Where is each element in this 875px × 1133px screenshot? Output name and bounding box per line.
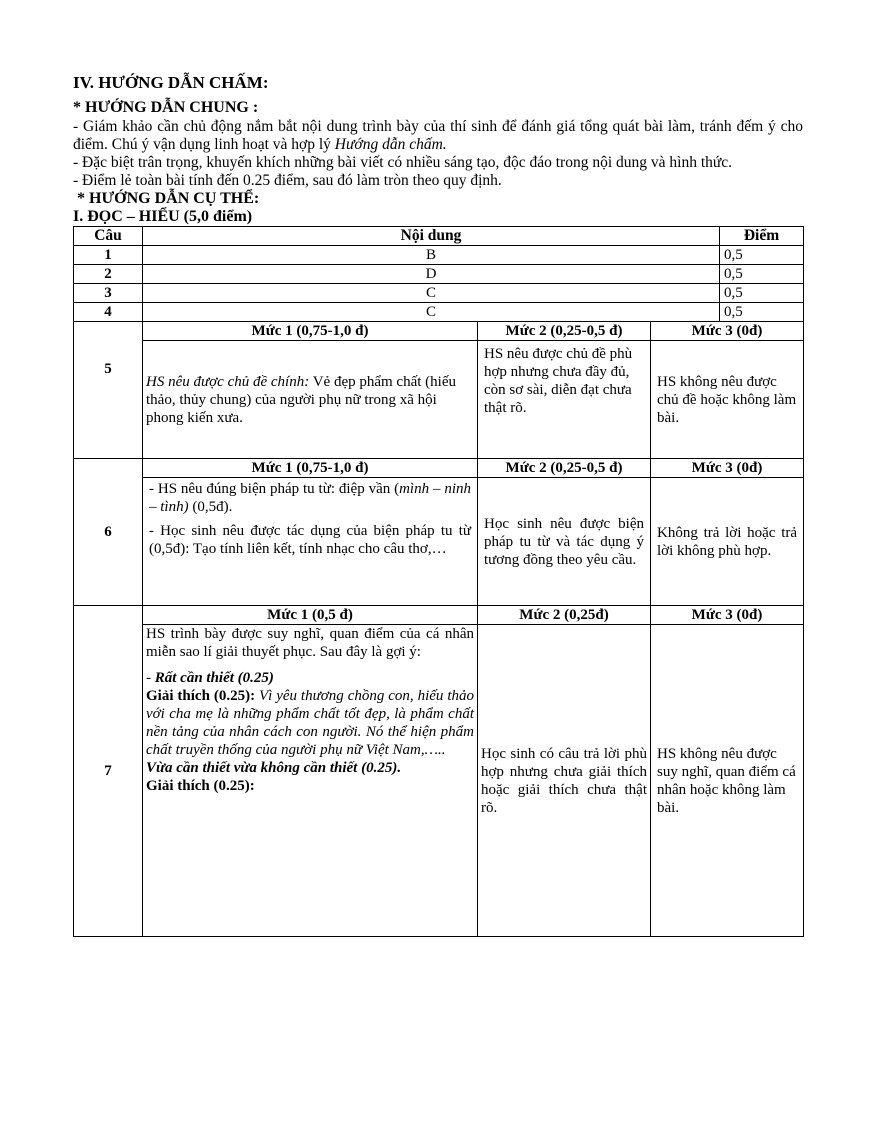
q6-c1-point-1: [149, 480, 471, 516]
q6-cau: 6: [74, 459, 143, 606]
table-row: [74, 303, 804, 322]
row-cau: 3: [74, 284, 143, 303]
row-diem: 0,5: [720, 303, 804, 322]
q6-level-3-content: Không trả lời hoặc trả lời không phù hợp.: [651, 478, 804, 606]
row-cau: 2: [74, 265, 143, 284]
q6-c1-p1-score: (0,5đ).: [188, 499, 233, 515]
row-cau: 1: [74, 246, 143, 265]
q5-level-1: Mức 1 (0,75-1,0 đ): [143, 322, 478, 341]
q6-content-row: [74, 478, 804, 606]
specific-heading: * HƯỚNG DẪN CỤ THỂ:: [73, 190, 260, 207]
q5-content-row: [74, 341, 804, 459]
q7-cau: 7: [74, 606, 143, 937]
general-heading: * HƯỚNG DẪN CHUNG :: [73, 99, 259, 116]
header-cau: Câu: [74, 227, 143, 246]
q7-c1-explanation-label: Giải thích (0.25):: [146, 688, 256, 704]
row-noidung: C: [143, 303, 720, 322]
header-diem: Điểm: [720, 227, 804, 246]
q5-level-3-content: HS không nêu được chủ đề hoặc không làm bài.: [651, 341, 804, 459]
document-page: [73, 72, 803, 937]
table-row: [74, 265, 804, 284]
q6-c1-p1-text: - HS nêu đúng biện pháp tu từ: điệp vần (: [149, 481, 400, 497]
table-row: [74, 284, 804, 303]
q6-c1-point-2: - Học sinh nêu được tác dụng của biện pháp tu từ (0,5đ): Tạo tính liên kết, tính nhạc cho câu thơ,…: [149, 523, 471, 557]
q7-c1-option-2: Vừa cần thiết vừa không cần thiết (0.25).: [146, 760, 402, 776]
q5-c1-text: Vẻ đẹp phẩm chất (hiếu thảo, thủy chung) của người phụ nữ trong xã hội phong kiến xưa.: [146, 373, 456, 426]
grading-table: [73, 226, 804, 937]
table-header-row: [74, 227, 804, 246]
q7-c1-option-1-text: Rất cần thiết (0.25): [154, 670, 274, 686]
q7-level-2-content: Học sinh có câu trả lời phù hợp nhưng chưa giải thích hoặc giải thích chưa thật rõ.: [478, 625, 651, 937]
q5-cau: 5: [74, 322, 143, 459]
general-p1-italic: Hướng dẫn chấm.: [334, 136, 447, 153]
row-noidung: D: [143, 265, 720, 284]
general-paragraph-1: [73, 118, 803, 154]
q7-c1-explanation-text: Vì yêu thương chồng con, hiếu thảo với cha mẹ là những phẩm chất tốt đẹp, là phẩm chất nền tảng của nhân cách con người. Nó thể hiện phẩm chất truyền thống của người phụ nữ Việt Nam,…..: [146, 688, 474, 758]
q7-c1-explanation-2: Giải thích (0.25):: [146, 778, 255, 794]
row-noidung: B: [143, 246, 720, 265]
q7-c1-option-1: [146, 669, 474, 687]
q5-level-1-content: [143, 341, 478, 459]
q6-level-2: Mức 2 (0,25-0,5 đ): [478, 459, 651, 478]
q6-level-2-content: Học sinh nêu được biện pháp tu từ và tác dụng ý tương đồng theo yêu cầu.: [478, 478, 651, 606]
row-diem: 0,5: [720, 284, 804, 303]
q7-level-header-row: [74, 606, 804, 625]
q7-c1-explanation-1: [146, 687, 474, 759]
header-noidung: Nội dung: [143, 227, 720, 246]
q7-level-1: Mức 1 (0,5 đ): [143, 606, 478, 625]
q7-level-1-content: [143, 625, 478, 937]
q7-content-row: [74, 625, 804, 937]
q7-c1-intro: HS trình bày được suy nghĩ, quan điểm của cá nhân miễn sao lí giải thuyết phục. Sau đây là gợi ý:: [146, 626, 474, 660]
q6-c1-p1-italic: mình – ninh – tình): [149, 481, 471, 515]
general-paragraph-2: - Đặc biệt trân trọng, khuyến khích những bài viết có nhiều sáng tạo, độc đáo trong nội dung và hình thức.: [73, 154, 733, 171]
row-diem: 0,5: [720, 246, 804, 265]
q6-level-1-content: [143, 478, 478, 606]
row-diem: 0,5: [720, 265, 804, 284]
q6-level-1: Mức 1 (0,75-1,0 đ): [143, 459, 478, 478]
q5-level-header-row: [74, 322, 804, 341]
q6-level-header-row: [74, 459, 804, 478]
q7-level-3-content: HS không nêu được suy nghĩ, quan điểm cá nhân hoặc không làm bài.: [651, 625, 804, 937]
q5-level-2-content: HS nêu được chủ đề phù hợp nhưng chưa đầy đủ, còn sơ sài, diễn đạt chưa thật rõ.: [478, 341, 651, 459]
q6-level-3: Mức 3 (0đ): [651, 459, 804, 478]
q5-level-2: Mức 2 (0,25-0,5 đ): [478, 322, 651, 341]
q5-c1-italic: HS nêu được chủ đề chính:: [146, 373, 310, 390]
general-paragraph-3: - Điểm lẻ toàn bài tính đến 0.25 điểm, sau đó làm tròn theo quy định.: [73, 172, 502, 189]
section-title: IV. HƯỚNG DẪN CHẤM:: [73, 73, 269, 92]
general-p1-text: - Giám khảo cần chủ động nắm bắt nội dung trình bày của thí sinh để đánh giá tổng quát bài làm, tránh đếm ý cho điểm. Chú ý vận dụng linh hoạt và hợp lý: [73, 118, 803, 153]
part-title: I. ĐỌC – HIỂU (5,0 điểm): [73, 208, 253, 225]
row-noidung: C: [143, 284, 720, 303]
q7-c1-dash: -: [146, 670, 155, 686]
q7-level-2: Mức 2 (0,25đ): [478, 606, 651, 625]
table-row: [74, 246, 804, 265]
q7-level-3: Mức 3 (0đ): [651, 606, 804, 625]
row-cau: 4: [74, 303, 143, 322]
q5-level-3: Mức 3 (0đ): [651, 322, 804, 341]
